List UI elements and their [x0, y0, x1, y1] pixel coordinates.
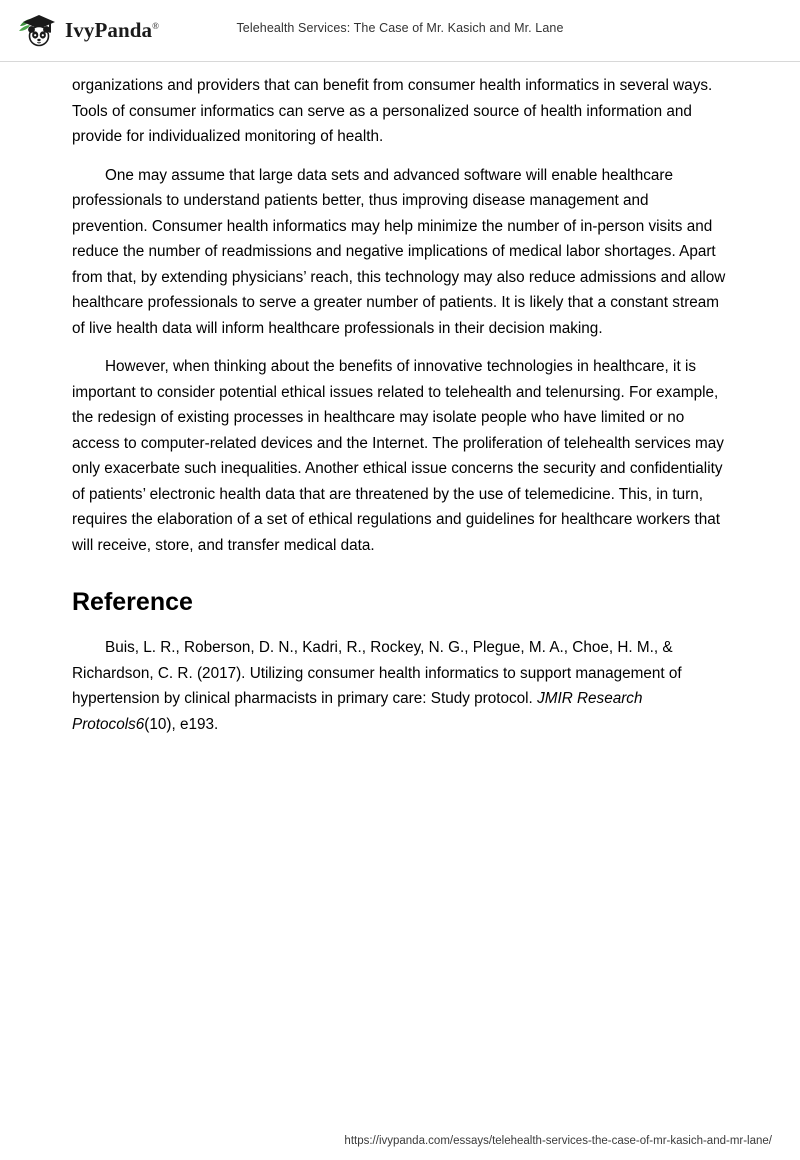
paragraph: organizations and providers that can benefit from consumer health informatics in several ways. Tools of consumer informatics can serve as a personalized source of health information and provide for individualized monitoring of health.	[72, 77, 713, 145]
reference-volume: 6	[135, 715, 145, 733]
page-header	[0, 0, 800, 62]
reference-article-title: Utilizing consumer health informatics to support management of hypertension by clinical pharmacists in primary care: Study protocol.	[72, 664, 682, 707]
reference-issue-pages: (10), e193.	[144, 715, 219, 733]
paragraph: One may assume that large data sets and advanced software will enable healthcare professionals to understand patients better, thus improving disease management and prevention. Consumer health informatics may help minimize the number of in-person visits and reduce the number of readmissions and negative implications of medical labor shortages. Apart from that, by extending physicians’ reach, this technology may also reduce admissions and allow healthcare professionals to serve a greater number of patients. It is likely that a constant stream of live health data will inform healthcare professionals in their decision making.	[72, 166, 726, 337]
paragraph: However, when thinking about the benefits of innovative technologies in healthcare, it is important to consider potential ethical issues related to telehealth and telenursing. For example, the redesign of existing processes in healthcare may isolate people who have limited or no access to computer-related devices and the Internet. The proliferation of telehealth services may only exacerbate such inequalities. Another ethical issue concerns the security and confidentiality of patients’ electronic health data that are threatened by the use of telemedicine. This, in turn, requires the elaboration of a set of ethical regulations and guidelines for healthcare workers that will receive, store, and transfer medical data.	[72, 358, 724, 554]
document-title: Telehealth Services: The Case of Mr. Kasich and Mr. Lane	[236, 21, 564, 35]
document-content	[72, 62, 728, 737]
reference-journal: JMIR Research Protocols	[72, 690, 643, 733]
document-body	[0, 62, 800, 737]
reference-entry	[72, 635, 728, 737]
reference-authors-year: Buis, L. R., Roberson, D. N., Kadri, R., Rockey, N. G., Plegue, M. A., Choe, H. M., & Richardson, C. R. (2017).	[72, 639, 673, 682]
page-footer	[0, 1108, 800, 1160]
source-url-link[interactable]: https://ivypanda.com/essays/telehealth-services-the-case-of-mr-kasich-and-mr-lane/	[344, 1135, 772, 1147]
reference-heading: Reference	[72, 588, 193, 616]
brand-trademark: ®	[152, 20, 160, 31]
brand-name-text: IvyPanda	[65, 17, 153, 42]
